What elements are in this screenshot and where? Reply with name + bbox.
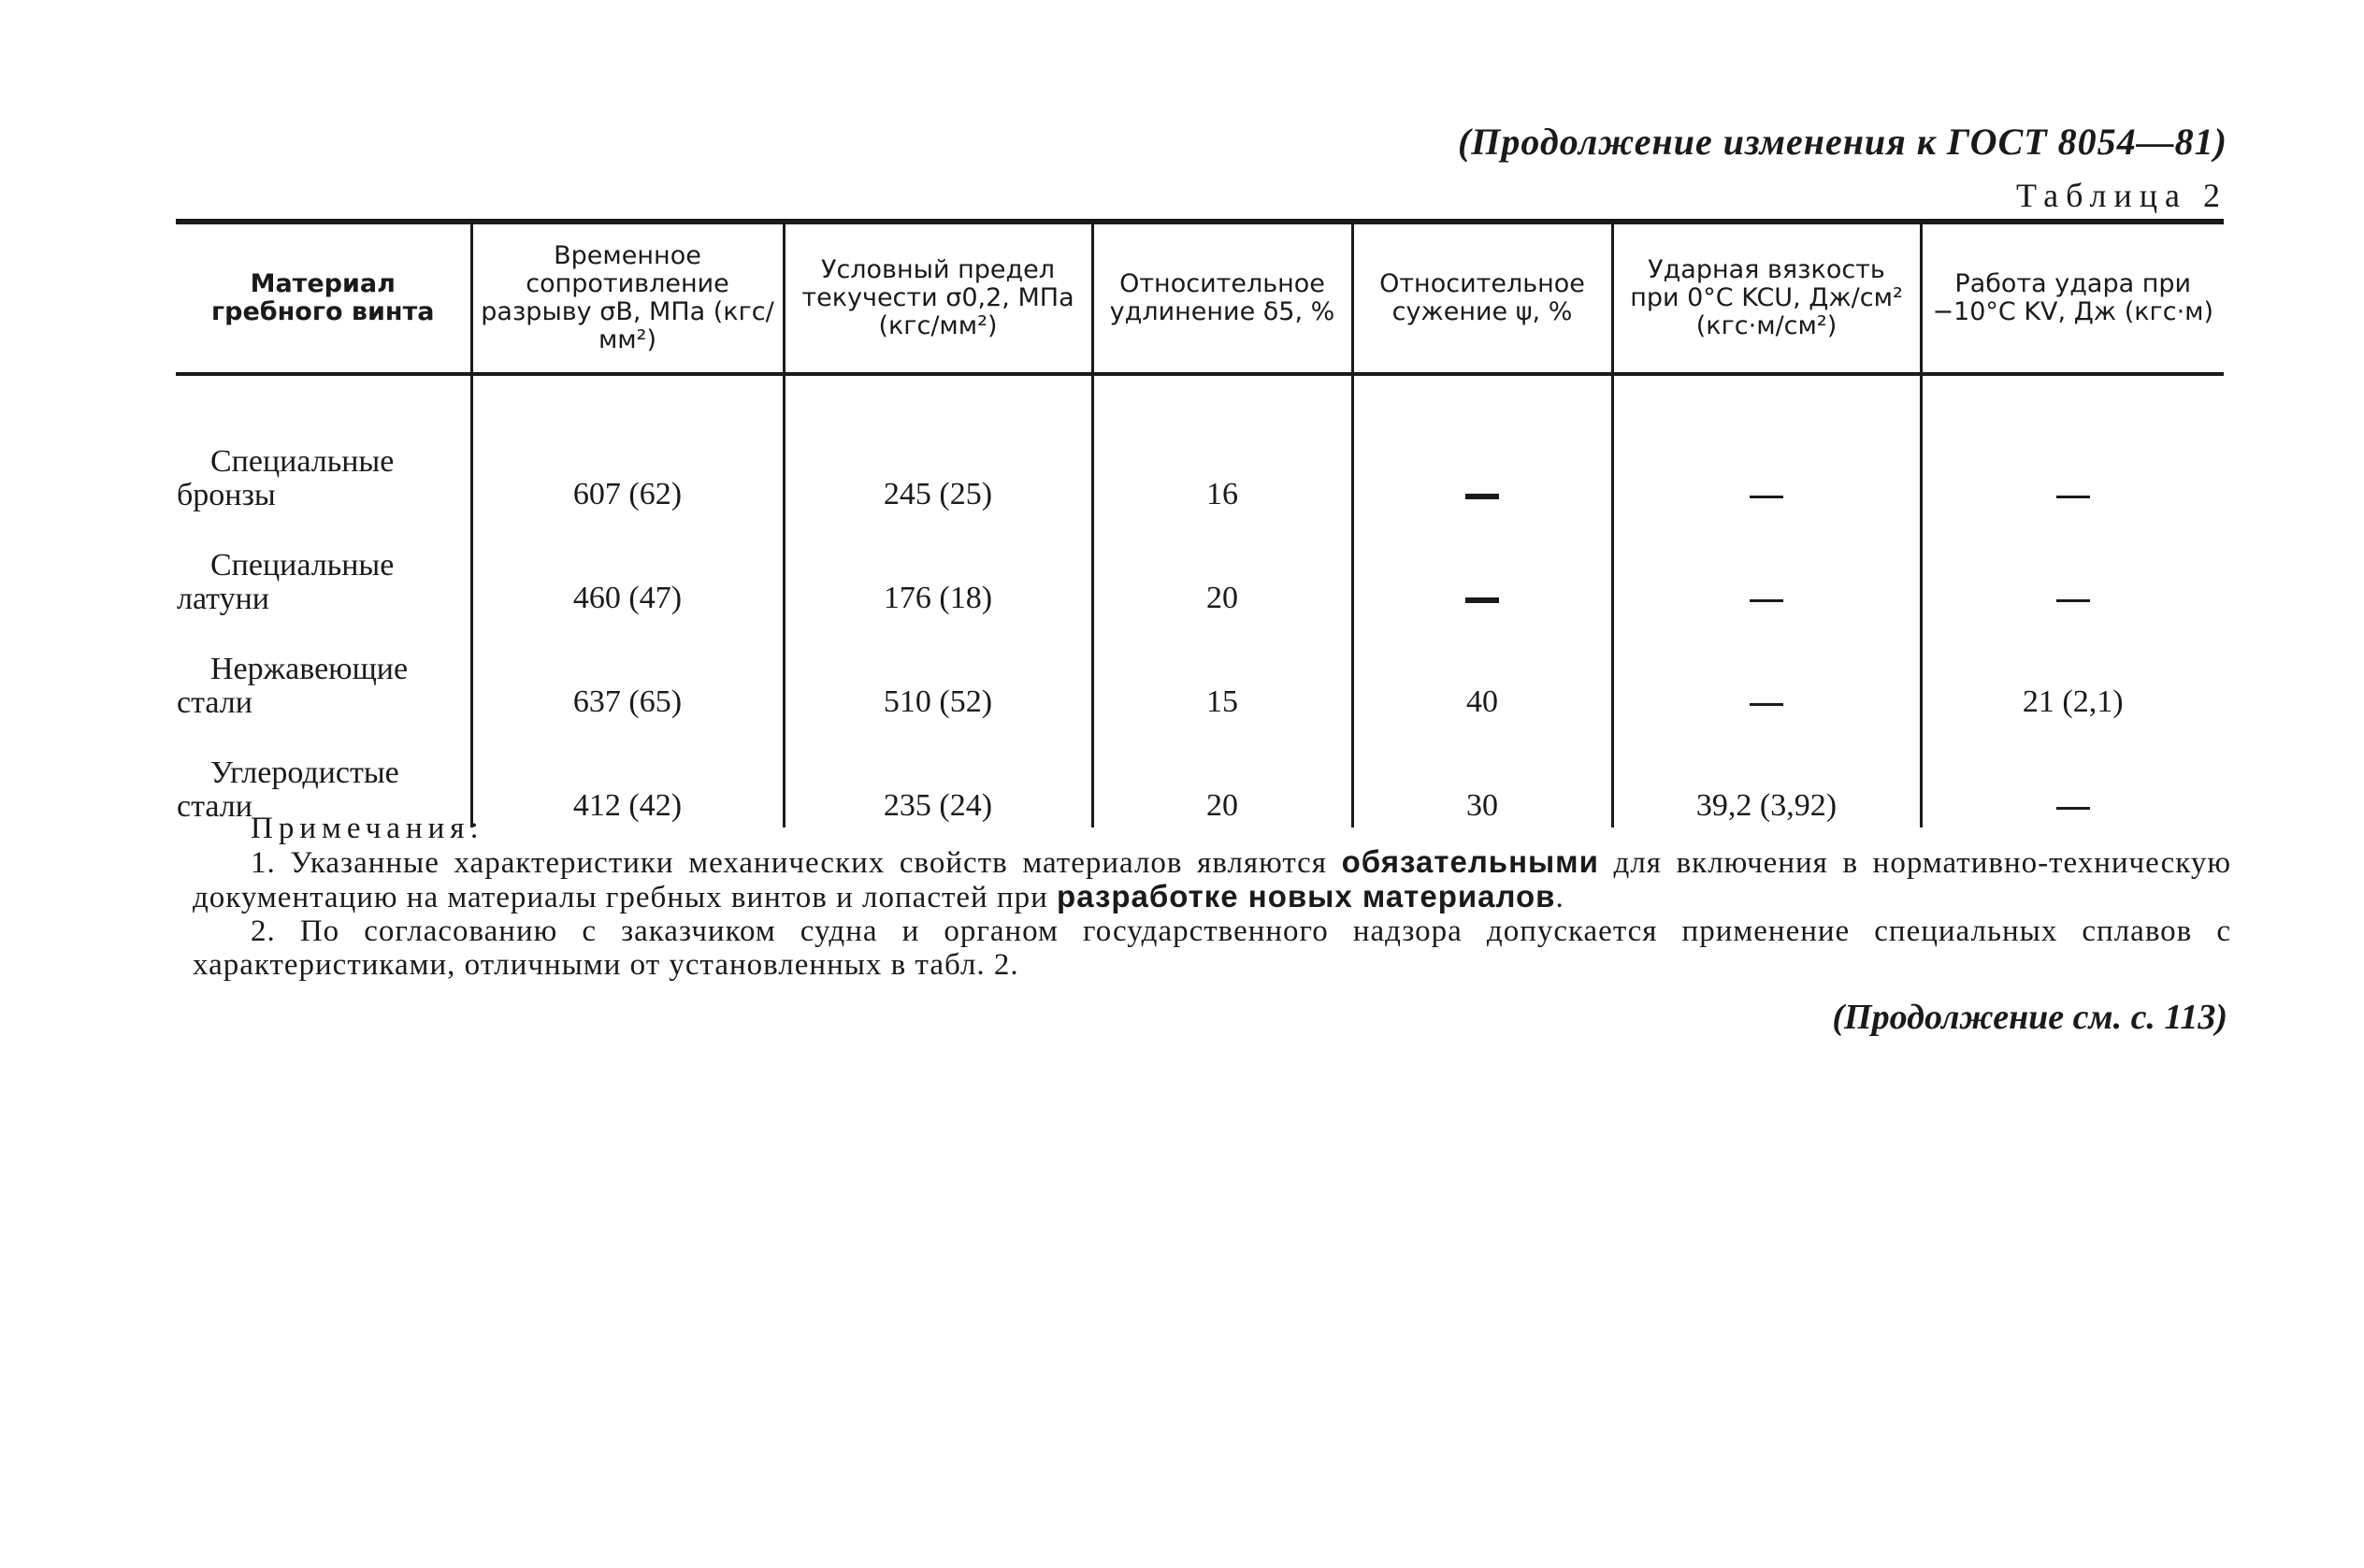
- elongation-cell: 20: [1092, 724, 1352, 827]
- note-1-text-mid: для включения в нормативно-техническую документацию на материалы гребных винтов и лопастей при: [193, 846, 2231, 914]
- material-name-line1: Нержавеющие: [210, 652, 409, 686]
- note-1-emphasis-2: разработке новых материалов: [1057, 879, 1556, 913]
- table-row: [176, 374, 2224, 516]
- tensile-cell: 460 (47): [471, 516, 784, 620]
- reduction-cell: [1352, 516, 1612, 620]
- table-row: [176, 516, 2224, 620]
- dash-mark: [2056, 496, 2090, 498]
- elongation-cell: 15: [1092, 620, 1352, 724]
- material-name-line1: Углеродистые: [210, 755, 399, 790]
- yield-cell: 510 (52): [784, 620, 1092, 724]
- material-cell: [176, 516, 471, 620]
- note-1-text-start: 1. Указанные характеристики механических свойств материалов являются: [251, 846, 1327, 880]
- notes-section: [193, 812, 2231, 982]
- material-cell: [176, 374, 471, 516]
- material-cell: [176, 620, 471, 724]
- column-header-impact-kcu: Ударная вязкость при 0°C KCU, Дж/см² (кгс·м/см²): [1612, 222, 1921, 374]
- yield-cell: 245 (25): [784, 374, 1092, 516]
- table-label: Таблица 2: [2016, 177, 2227, 214]
- column-header-tensile: Временное сопротивление разрыву σВ, МПа (кгс/мм²): [471, 222, 784, 374]
- properties-table-container: [176, 219, 2224, 827]
- column-header-material: Материал гребного винта: [176, 222, 471, 374]
- tensile-cell: 412 (42): [471, 724, 784, 827]
- dash-mark: [1750, 599, 1783, 602]
- dash-mark: [1750, 703, 1783, 706]
- reduction-cell: [1352, 374, 1612, 516]
- column-header-reduction: Относительное сужение ψ, %: [1352, 222, 1612, 374]
- column-header-elongation: Относительное удлинение δ5, %: [1092, 222, 1352, 374]
- continuation-header: (Продолжение изменения к ГОСТ 8054—81): [1457, 121, 2227, 163]
- impact-kcu-cell: [1612, 374, 1921, 516]
- elongation-cell: 20: [1092, 516, 1352, 620]
- material-name-line2: бронзы: [177, 478, 276, 512]
- table-header-row: [176, 222, 2224, 374]
- material-name-line1: Специальные: [210, 548, 395, 583]
- impact-kv-cell: [1921, 374, 2224, 516]
- note-1: [193, 845, 2231, 914]
- dash-mark: [1750, 496, 1783, 498]
- continuation-footer-text: (Продолжение см. с. 113): [1832, 998, 2227, 1037]
- reduction-cell: 40: [1352, 620, 1612, 724]
- reduction-cell: 30: [1352, 724, 1612, 827]
- material-name-line2: латуни: [177, 582, 269, 616]
- impact-kcu-cell: [1612, 516, 1921, 620]
- material-name-line1: Специальные: [210, 444, 395, 479]
- table-row: [176, 620, 2224, 724]
- elongation-cell: 16: [1092, 374, 1352, 516]
- impact-kv-cell: [1921, 516, 2224, 620]
- dash-mark: [2056, 599, 2090, 602]
- properties-table: [176, 219, 2224, 827]
- impact-kcu-cell: 39,2 (3,92): [1612, 724, 1921, 827]
- dash-mark: [1465, 494, 1499, 499]
- impact-kcu-cell: [1612, 620, 1921, 724]
- note-2: 2. По согласованию с заказчиком судна и органом государственного надзора допускается применение специальных сплавов с характеристиками, отличными от установленных в табл. 2.: [193, 914, 2231, 982]
- tensile-cell: 637 (65): [471, 620, 784, 724]
- impact-kv-cell: 21 (2,1): [1921, 620, 2224, 724]
- notes-title: Примечания:: [251, 812, 484, 845]
- dash-mark: [1465, 597, 1499, 603]
- note-1-emphasis-1: обязательными: [1341, 844, 1599, 879]
- yield-cell: 176 (18): [784, 516, 1092, 620]
- note-1-text-end: .: [1555, 881, 1564, 914]
- continuation-footer: [1832, 997, 2227, 1038]
- material-name-line2: стали: [177, 789, 252, 824]
- dash-mark: [2056, 807, 2090, 810]
- tensile-cell: 607 (62): [471, 374, 784, 516]
- material-name-line2: стали: [177, 685, 252, 720]
- column-header-yield: Условный предел текучести σ0,2, МПа (кгс/мм²): [784, 222, 1092, 374]
- column-header-impact-kv: Работа удара при −10°C KV, Дж (кгс·м): [1921, 222, 2224, 374]
- yield-cell: 235 (24): [784, 724, 1092, 827]
